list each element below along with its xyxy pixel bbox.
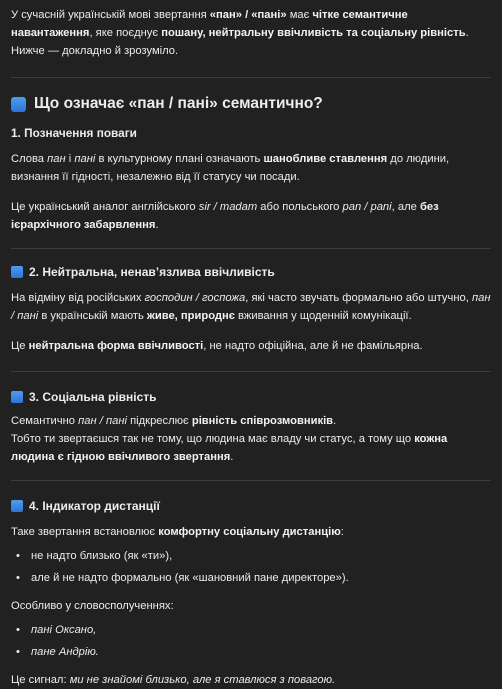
italic-term: пані xyxy=(74,153,96,165)
text: Це xyxy=(11,340,29,352)
section-1-title: 1. Позначення поваги xyxy=(11,126,137,140)
italic-term: господин / госпожа xyxy=(144,292,246,304)
divider xyxy=(11,371,491,372)
italic-example: пані Оксано, xyxy=(31,624,97,636)
section-3-title-text: 3. Соціальна рівність xyxy=(29,390,157,404)
text: , не надто офіційна, але й не фамільярна. xyxy=(203,340,423,352)
section-1-paragraph-1 xyxy=(11,150,491,186)
intro-bold-term: «пан» / «пані» xyxy=(209,9,287,21)
text: , але xyxy=(391,201,420,213)
bold-term: шанобливе ставлення xyxy=(263,153,388,165)
section-2-paragraph-1 xyxy=(11,289,491,325)
text: Тобто ти звертаєшся так не тому, що людина має владу чи статус, а тому що xyxy=(11,433,415,445)
blue-square-icon xyxy=(11,500,23,512)
text: або польського xyxy=(257,201,343,213)
italic-example: пане Андрію. xyxy=(31,646,99,658)
bold-term: нейтральна форма ввічливості xyxy=(28,340,204,352)
text: підкреслює xyxy=(127,415,192,427)
italic-term: ми не знайомі близько, але я ставлюся з повагою. xyxy=(69,674,336,686)
section-4-title-text: 4. Індикатор дистанції xyxy=(29,499,160,513)
italic-term: pan / pani xyxy=(342,201,392,213)
text: : xyxy=(340,526,344,538)
text: Це український аналог англійського xyxy=(11,201,199,213)
bold-term: живе, природнє xyxy=(146,310,235,322)
italic-term: пан / пані xyxy=(11,292,491,322)
distance-list xyxy=(11,547,491,587)
intro-text: . Нижче — докладно й зрозуміло. xyxy=(11,27,469,57)
examples-list xyxy=(11,621,491,661)
text: вживання у щоденній комунікації. xyxy=(234,310,412,322)
section-2-title-text: 2. Нейтральна, ненав’язлива ввічливість xyxy=(29,265,275,279)
text: . xyxy=(155,219,159,231)
main-heading-text: Що означає «пан / пані» семантично? xyxy=(34,95,323,112)
section-3-title xyxy=(11,388,491,406)
intro-text: У сучасній українській мові звертання xyxy=(11,9,210,21)
section-2-paragraph-2 xyxy=(11,337,491,355)
bold-term: рівність співрозмовників xyxy=(191,415,334,427)
bold-term: кожна людина є гідною ввічливого звертання xyxy=(11,433,448,463)
list-item xyxy=(11,621,491,639)
section-4-paragraph-3 xyxy=(11,671,491,689)
intro-paragraph xyxy=(11,6,491,60)
text: , які часто звучать формально або штучно, xyxy=(245,292,472,304)
list-item: • не надто близько (як «ти»), xyxy=(11,547,491,565)
section-4-paragraph-2: Особливо у словосполученнях: xyxy=(11,600,174,612)
list-item xyxy=(11,643,491,661)
blue-square-icon xyxy=(11,266,23,278)
blue-square-icon xyxy=(11,97,26,112)
section-4-title xyxy=(11,497,491,515)
bold-term: комфортну соціальну дистанцію xyxy=(158,526,341,538)
text: Семантично xyxy=(11,415,79,427)
section-4-paragraph-1 xyxy=(11,523,491,541)
text: до людини, визнання її гідності, незалежно від її статусу чи посади. xyxy=(11,153,450,183)
intro-bold-meaning: пошану, нейтральну ввічливість та соціальну рівність xyxy=(161,27,466,39)
text: Це сигнал: xyxy=(11,674,70,686)
section-3-paragraph-2 xyxy=(11,430,491,466)
list-item: • але й не надто формально (як «шановний пане директоре»). xyxy=(11,569,491,587)
blue-square-icon xyxy=(11,391,23,403)
italic-term: пан / пані xyxy=(78,415,127,427)
italic-term: sir / madam xyxy=(198,201,258,213)
divider xyxy=(11,77,491,78)
text: і xyxy=(65,153,75,165)
intro-text: має xyxy=(286,9,313,21)
italic-term: пан xyxy=(47,153,66,165)
text: На відміну від російських xyxy=(11,292,145,304)
intro-text: , яке поєднує xyxy=(89,27,162,39)
section-3-paragraph-1 xyxy=(11,412,491,430)
text: Таке звертання встановлює xyxy=(11,526,159,538)
divider xyxy=(11,248,491,249)
text: Слова xyxy=(11,153,48,165)
bold-term: без ієрархічного забарвлення xyxy=(11,201,439,231)
intro-bold-load: чітке семантичне навантаження xyxy=(11,9,408,39)
text: . xyxy=(230,451,234,463)
main-heading xyxy=(11,93,491,115)
section-1-paragraph-2 xyxy=(11,198,491,234)
text: в культурному плані означають xyxy=(95,153,264,165)
text: в українській мають xyxy=(38,310,147,322)
divider xyxy=(11,480,491,481)
text: . xyxy=(333,415,337,427)
section-2-title xyxy=(11,263,491,281)
